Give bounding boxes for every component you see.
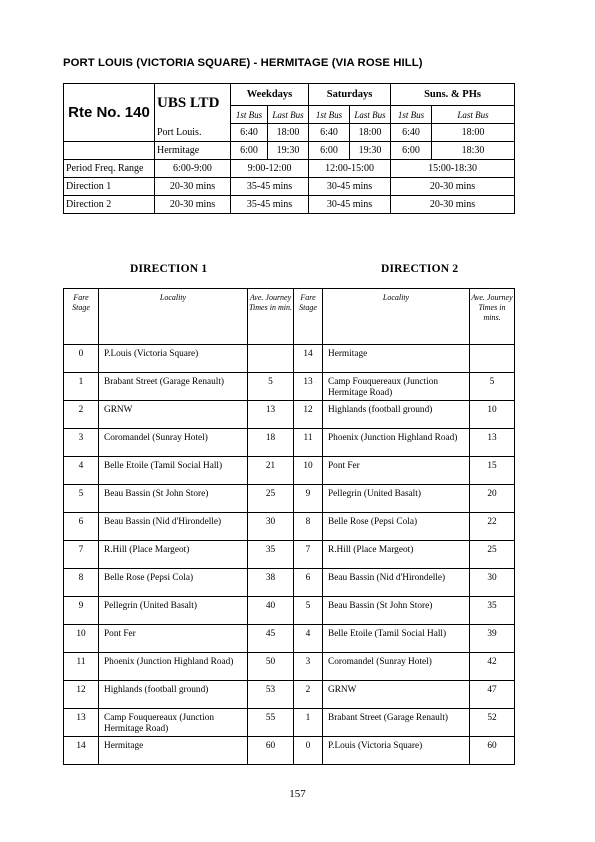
locality-cell: Hermitage <box>99 737 248 765</box>
locality-header: Locality <box>323 289 470 345</box>
fare-stage-cell: 9 <box>294 485 323 513</box>
journey-time-cell: 52 <box>470 709 515 737</box>
journey-time-cell: 15 <box>470 457 515 485</box>
journey-time-header: Ave. Journey Times in mins. <box>470 289 515 345</box>
journey-time-cell: 5 <box>248 373 294 401</box>
time-cell: 18:00 <box>432 124 515 142</box>
freq-cell: 30-45 mins <box>309 178 391 196</box>
locality-cell: Highlands (football ground) <box>323 401 470 429</box>
fare-stage-cell: 13 <box>294 373 323 401</box>
table-row <box>64 737 515 765</box>
journey-time-cell: 60 <box>470 737 515 765</box>
freq-cell: 6:00-9:00 <box>155 160 231 178</box>
table-row <box>64 709 515 737</box>
group-sundays: Suns. & PHs <box>391 84 515 106</box>
table-row <box>64 653 515 681</box>
operator-name: UBS LTD <box>155 84 231 124</box>
time-cell: 19:30 <box>350 142 391 160</box>
time-cell: 6:40 <box>309 124 350 142</box>
locality-header: Locality <box>99 289 248 345</box>
fare-stage-cell: 13 <box>64 709 99 737</box>
locality-cell: R.Hill (Place Margeot) <box>323 541 470 569</box>
journey-time-cell <box>470 345 515 373</box>
journey-time-cell: 13 <box>470 429 515 457</box>
journey-time-cell: 53 <box>248 681 294 709</box>
place-name: Port Louis. <box>155 124 231 142</box>
fare-stage-cell: 0 <box>294 737 323 765</box>
journey-time-cell: 55 <box>248 709 294 737</box>
fare-stage-cell: 7 <box>64 541 99 569</box>
locality-cell: R.Hill (Place Margeot) <box>99 541 248 569</box>
fare-stage-cell: 11 <box>64 653 99 681</box>
locality-cell: Phoenix (Junction Highland Road) <box>323 429 470 457</box>
freq-cell: 35-45 mins <box>231 196 309 214</box>
locality-cell: Belle Rose (Pepsi Cola) <box>323 513 470 541</box>
journey-time-cell: 10 <box>470 401 515 429</box>
table-row <box>64 597 515 625</box>
time-cell: 6:00 <box>231 142 268 160</box>
first-bus-label: 1st Bus <box>231 106 268 124</box>
journey-time-cell: 38 <box>248 569 294 597</box>
route-number-spacer <box>64 142 155 160</box>
direction-2-heading: DIRECTION 2 <box>381 263 459 275</box>
fare-stage-cell: 11 <box>294 429 323 457</box>
locality-cell: Hermitage <box>323 345 470 373</box>
locality-cell: Belle Etoile (Tamil Social Hall) <box>99 457 248 485</box>
locality-cell: Camp Fouquereaux (Junction Hermitage Road) <box>99 709 248 737</box>
fare-stage-cell: 12 <box>64 681 99 709</box>
journey-time-cell: 42 <box>470 653 515 681</box>
time-cell: 18:00 <box>350 124 391 142</box>
locality-cell: Beau Bassin (Nid d'Hirondelle) <box>323 569 470 597</box>
journey-time-cell: 39 <box>470 625 515 653</box>
freq-cell: 20-30 mins <box>155 196 231 214</box>
freq-cell: 12:00-15:00 <box>309 160 391 178</box>
locality-cell: Beau Bassin (St John Store) <box>99 485 248 513</box>
time-cell: 6:40 <box>391 124 432 142</box>
fare-stage-cell: 7 <box>294 541 323 569</box>
journey-time-cell: 30 <box>470 569 515 597</box>
journey-time-cell: 50 <box>248 653 294 681</box>
fare-stage-cell: 2 <box>64 401 99 429</box>
journey-time-cell: 13 <box>248 401 294 429</box>
locality-cell: P.Louis (Victoria Square) <box>99 345 248 373</box>
page-title: PORT LOUIS (VICTORIA SQUARE) - HERMITAGE (VIA ROSE HILL) <box>63 57 423 69</box>
fare-stage-cell: 6 <box>64 513 99 541</box>
fare-stage-cell: 12 <box>294 401 323 429</box>
time-cell: 18:00 <box>268 124 309 142</box>
fare-stage-cell: 14 <box>294 345 323 373</box>
freq-cell: 30-45 mins <box>309 196 391 214</box>
time-cell: 6:00 <box>309 142 350 160</box>
schedule-table <box>63 83 515 214</box>
journey-time-cell: 18 <box>248 429 294 457</box>
locality-cell: Coromandel (Sunray Hotel) <box>323 653 470 681</box>
fare-stage-header: Fare Stage <box>64 289 99 345</box>
fare-stage-cell: 14 <box>64 737 99 765</box>
journey-time-cell: 35 <box>248 541 294 569</box>
locality-cell: Brabant Street (Garage Renault) <box>323 709 470 737</box>
table-row <box>64 457 515 485</box>
route-number: Rte No. 140 <box>64 84 155 142</box>
table-row <box>64 485 515 513</box>
last-bus-label: Last Bus <box>268 106 309 124</box>
table-row <box>64 625 515 653</box>
time-cell: 6:00 <box>391 142 432 160</box>
time-cell: 19:30 <box>268 142 309 160</box>
journey-time-cell: 5 <box>470 373 515 401</box>
group-weekdays: Weekdays <box>231 84 309 106</box>
locality-cell: Belle Rose (Pepsi Cola) <box>99 569 248 597</box>
fare-stage-cell: 4 <box>64 457 99 485</box>
stops-table <box>63 288 515 765</box>
place-name: Hermitage <box>155 142 231 160</box>
journey-time-cell: 21 <box>248 457 294 485</box>
last-bus-label: Last Bus <box>432 106 515 124</box>
fare-stage-cell: 4 <box>294 625 323 653</box>
fare-stage-cell: 5 <box>64 485 99 513</box>
fare-stage-cell: 10 <box>64 625 99 653</box>
journey-time-header: Ave. Journey Times in min. <box>248 289 294 345</box>
freq-cell: 9:00-12:00 <box>231 160 309 178</box>
last-bus-label: Last Bus <box>350 106 391 124</box>
journey-time-cell: 45 <box>248 625 294 653</box>
fare-stage-cell: 1 <box>64 373 99 401</box>
direction-1-heading: DIRECTION 1 <box>130 263 208 275</box>
fare-stage-cell: 0 <box>64 345 99 373</box>
table-row <box>64 401 515 429</box>
locality-cell: GRNW <box>323 681 470 709</box>
freq-label: Direction 1 <box>64 178 155 196</box>
journey-time-cell <box>248 345 294 373</box>
locality-cell: Coromandel (Sunray Hotel) <box>99 429 248 457</box>
page-number: 157 <box>289 788 306 800</box>
table-row <box>64 373 515 401</box>
fare-stage-cell: 2 <box>294 681 323 709</box>
table-row <box>64 541 515 569</box>
freq-cell: 35-45 mins <box>231 178 309 196</box>
journey-time-cell: 30 <box>248 513 294 541</box>
table-row <box>64 345 515 373</box>
locality-cell: P.Louis (Victoria Square) <box>323 737 470 765</box>
journey-time-cell: 47 <box>470 681 515 709</box>
freq-cell: 20-30 mins <box>391 178 515 196</box>
journey-time-cell: 22 <box>470 513 515 541</box>
table-row <box>64 681 515 709</box>
table-row <box>64 429 515 457</box>
locality-cell: Beau Bassin (Nid d'Hirondelle) <box>99 513 248 541</box>
first-bus-label: 1st Bus <box>391 106 432 124</box>
fare-stage-cell: 10 <box>294 457 323 485</box>
fare-stage-cell: 9 <box>64 597 99 625</box>
fare-stage-cell: 5 <box>294 597 323 625</box>
freq-label: Direction 2 <box>64 196 155 214</box>
fare-stage-cell: 8 <box>294 513 323 541</box>
freq-cell: 20-30 mins <box>155 178 231 196</box>
journey-time-cell: 20 <box>470 485 515 513</box>
table-row <box>64 513 515 541</box>
locality-cell: Belle Etoile (Tamil Social Hall) <box>323 625 470 653</box>
fare-stage-cell: 1 <box>294 709 323 737</box>
locality-cell: Phoenix (Junction Highland Road) <box>99 653 248 681</box>
freq-cell: 20-30 mins <box>391 196 515 214</box>
journey-time-cell: 25 <box>470 541 515 569</box>
journey-time-cell: 60 <box>248 737 294 765</box>
locality-cell: GRNW <box>99 401 248 429</box>
fare-stage-header: Fare Stage <box>294 289 323 345</box>
freq-cell: 15:00-18:30 <box>391 160 515 178</box>
fare-stage-cell: 3 <box>64 429 99 457</box>
group-saturdays: Saturdays <box>309 84 391 106</box>
journey-time-cell: 25 <box>248 485 294 513</box>
locality-cell: Pellegrin (United Basalt) <box>323 485 470 513</box>
locality-cell: Camp Fouquereaux (Junction Hermitage Road) <box>323 373 470 401</box>
fare-stage-cell: 8 <box>64 569 99 597</box>
fare-stage-cell: 6 <box>294 569 323 597</box>
locality-cell: Pont Fer <box>323 457 470 485</box>
locality-cell: Pellegrin (United Basalt) <box>99 597 248 625</box>
locality-cell: Beau Bassin (St John Store) <box>323 597 470 625</box>
fare-stage-cell: 3 <box>294 653 323 681</box>
locality-cell: Highlands (football ground) <box>99 681 248 709</box>
journey-time-cell: 40 <box>248 597 294 625</box>
journey-time-cell: 35 <box>470 597 515 625</box>
time-cell: 18:30 <box>432 142 515 160</box>
locality-cell: Pont Fer <box>99 625 248 653</box>
first-bus-label: 1st Bus <box>309 106 350 124</box>
time-cell: 6:40 <box>231 124 268 142</box>
freq-label: Period Freq. Range <box>64 160 155 178</box>
locality-cell: Brabant Street (Garage Renault) <box>99 373 248 401</box>
table-row <box>64 569 515 597</box>
